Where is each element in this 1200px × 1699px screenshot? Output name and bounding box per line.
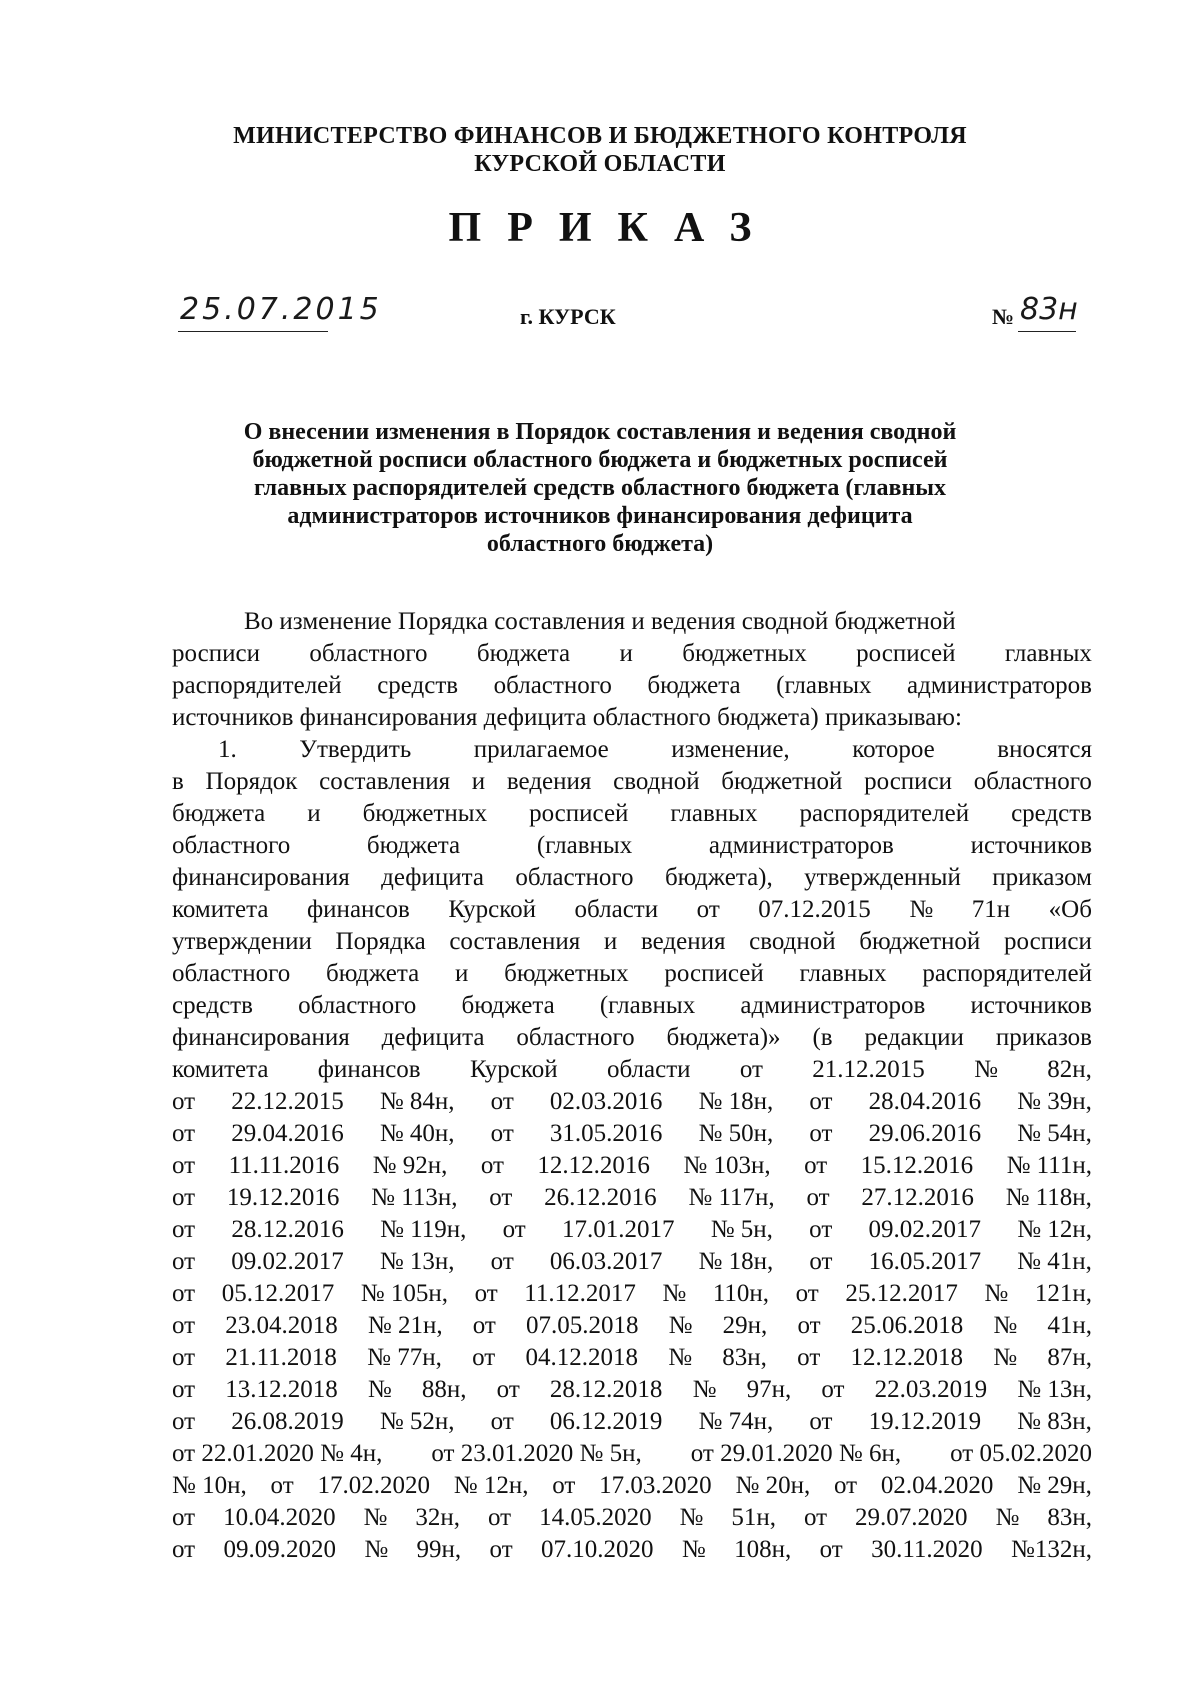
body-word: № 52н, bbox=[379, 1408, 455, 1435]
body-word: № 21н, bbox=[367, 1312, 443, 1339]
body-word: областного bbox=[493, 672, 612, 699]
body-word: областного bbox=[172, 960, 291, 987]
body-word: от bbox=[172, 1344, 196, 1371]
body-word: 28.12.2016 bbox=[231, 1216, 344, 1243]
body-word: утверждении bbox=[172, 928, 312, 955]
body-word: изменение, bbox=[671, 736, 790, 763]
body-word: росписи bbox=[1003, 928, 1092, 955]
body-line bbox=[172, 638, 1092, 670]
body-word: 07.12.2015 bbox=[758, 896, 871, 923]
body-word: редакции bbox=[864, 1024, 964, 1051]
body-line bbox=[172, 1214, 1092, 1246]
body-word: финансов bbox=[306, 896, 410, 923]
body-word: прилагаемое bbox=[473, 736, 609, 763]
body-word: № 13н, bbox=[379, 1248, 455, 1275]
body-line bbox=[172, 926, 1092, 958]
city-label: г. КУРСК bbox=[520, 304, 616, 329]
body-word: финансирования bbox=[172, 1024, 350, 1051]
order-title: ПРИКАЗ bbox=[448, 205, 778, 251]
body-word: 29.06.2016 bbox=[868, 1120, 982, 1147]
body-word: составления bbox=[319, 768, 451, 795]
body-word: № 119н, bbox=[380, 1216, 467, 1243]
body-word: от bbox=[472, 1312, 496, 1339]
body-word: от 29.01.2020 № 6н, bbox=[690, 1440, 902, 1467]
body-word: от bbox=[809, 1248, 833, 1275]
body-word: №132н, bbox=[1011, 1536, 1092, 1563]
body-word: 29.07.2020 bbox=[855, 1504, 968, 1531]
body-word: от bbox=[806, 1184, 830, 1211]
body-word: ведения bbox=[506, 768, 592, 795]
body-word: 10.04.2020 bbox=[223, 1504, 336, 1531]
ministry-line-1: МИНИСТЕРСТВО ФИНАНСОВ И БЮДЖЕТНОГО КОНТРОЛЯ bbox=[233, 123, 967, 149]
body-word: № 113н, bbox=[371, 1184, 458, 1211]
date-underline bbox=[178, 331, 328, 332]
body-word: 17.02.2020 bbox=[317, 1472, 430, 1499]
body-word: Порядок bbox=[205, 768, 298, 795]
body-word: от bbox=[474, 1280, 498, 1307]
body-word: вносятся bbox=[997, 736, 1092, 763]
body-word: от bbox=[834, 1472, 858, 1499]
body-word: 09.02.2017 bbox=[868, 1216, 982, 1243]
body-word: средств bbox=[172, 992, 253, 1019]
body-word: № 50н, bbox=[698, 1120, 774, 1147]
body-word: финансов bbox=[317, 1056, 421, 1083]
body-word: (в bbox=[812, 1024, 833, 1051]
subject-line: О внесении изменения в Порядок составления и ведения сводной bbox=[243, 419, 957, 445]
body-word: (главных bbox=[776, 672, 872, 699]
body-word: 12.12.2018 bbox=[850, 1344, 964, 1371]
body-word: № 18н, bbox=[698, 1088, 774, 1115]
body-word: от bbox=[490, 1408, 514, 1435]
body-word: 17.03.2020 bbox=[599, 1472, 712, 1499]
body-word: от 22.01.2020 № 4н, bbox=[172, 1440, 383, 1467]
body-word: от bbox=[172, 1152, 196, 1179]
body-line bbox=[172, 1406, 1092, 1438]
body-word: сводной bbox=[613, 768, 700, 795]
ministry-header bbox=[150, 122, 1050, 178]
subject-line: бюджетной росписи областного бюджета и бюджетных росписей bbox=[252, 447, 948, 473]
body-line bbox=[172, 1502, 1092, 1534]
body-line bbox=[172, 1278, 1092, 1310]
body-word: приказом bbox=[992, 864, 1092, 891]
body-word: 99н, bbox=[416, 1536, 462, 1563]
body-word: № 40н, bbox=[379, 1120, 455, 1147]
order-number-label: № bbox=[992, 304, 1015, 329]
body-word: № bbox=[364, 1536, 389, 1563]
body-word: от bbox=[172, 1248, 196, 1275]
body-word: от bbox=[172, 1184, 196, 1211]
subject-line: областного бюджета) bbox=[486, 531, 714, 557]
body-word: 83н, bbox=[1047, 1504, 1092, 1531]
body-line bbox=[172, 734, 1092, 766]
body-word: средств bbox=[1011, 800, 1092, 827]
body-word: 26.08.2019 bbox=[231, 1408, 344, 1435]
body-word: от bbox=[809, 1088, 833, 1115]
body-line bbox=[172, 1534, 1092, 1566]
body-word: источников bbox=[970, 832, 1092, 859]
body-word: бюджета bbox=[172, 800, 266, 827]
body-word: от bbox=[803, 1504, 828, 1531]
body-word: 14.05.2020 bbox=[539, 1504, 652, 1531]
body-line bbox=[172, 1470, 1092, 1502]
body-line bbox=[172, 702, 1092, 734]
body-line bbox=[172, 1022, 1092, 1054]
body-word: 07.05.2018 bbox=[526, 1312, 639, 1339]
body-line bbox=[172, 1086, 1092, 1118]
body-line bbox=[172, 958, 1092, 990]
body-word: 29н, bbox=[722, 1312, 768, 1339]
subject-line: администраторов источников финансирования дефицита bbox=[287, 503, 913, 529]
body-word: от bbox=[739, 1056, 763, 1083]
body-word: 1. bbox=[218, 736, 237, 763]
handwritten-date: 25.07.2015 bbox=[180, 292, 382, 327]
body-word: приказов bbox=[995, 1024, 1092, 1051]
body-word: 07.10.2020 bbox=[541, 1536, 654, 1563]
body-word: (главных bbox=[599, 992, 696, 1019]
body-word: от bbox=[172, 1408, 196, 1435]
body-word: 29.04.2016 bbox=[231, 1120, 344, 1147]
body-word: 21.11.2018 bbox=[225, 1344, 337, 1371]
body-line bbox=[172, 990, 1092, 1022]
body-line bbox=[172, 1342, 1092, 1374]
body-word: бюджетных bbox=[362, 800, 488, 827]
body-word: от bbox=[172, 1280, 196, 1307]
body-word: главных bbox=[670, 800, 758, 827]
body-word: 19.12.2019 bbox=[868, 1408, 982, 1435]
body-word: № 92н, bbox=[372, 1152, 448, 1179]
body-word: 05.12.2017 bbox=[221, 1280, 335, 1307]
body-word: 02.03.2016 bbox=[549, 1088, 663, 1115]
body-word: 11.12.2017 bbox=[524, 1280, 636, 1307]
body-line bbox=[172, 894, 1092, 926]
body-word: от bbox=[172, 1088, 196, 1115]
body-word: № 84н, bbox=[379, 1088, 455, 1115]
body-word: № 117н, bbox=[688, 1184, 775, 1211]
body-word: от bbox=[809, 1120, 833, 1147]
body-word: бюджета bbox=[325, 960, 420, 987]
body-word: Во изменение Порядка составления и ведения сводной бюджетной bbox=[244, 608, 956, 635]
body-word: № bbox=[984, 1280, 1009, 1307]
body-word: от bbox=[804, 1152, 828, 1179]
body-word: № 77н, bbox=[367, 1344, 442, 1371]
body-word: бюджетной bbox=[859, 928, 981, 955]
body-word: и bbox=[454, 960, 469, 987]
body-word: области bbox=[606, 1056, 691, 1083]
body-word: 26.12.2016 bbox=[544, 1184, 657, 1211]
body-word: № bbox=[668, 1312, 693, 1339]
body-word: областного bbox=[973, 768, 1092, 795]
body-word: 121н, bbox=[1034, 1280, 1092, 1307]
body-word: источников финансирования дефицита областного бюджета) приказываю: bbox=[172, 704, 962, 731]
body-word: и bbox=[619, 640, 633, 667]
body-word: № 103н, bbox=[683, 1152, 771, 1179]
body-word: распорядителей bbox=[922, 960, 1092, 987]
body-word: 04.12.2018 bbox=[525, 1344, 638, 1371]
body-word: № 118н, bbox=[1005, 1184, 1092, 1211]
order-body bbox=[172, 606, 1092, 1566]
body-word: Порядка bbox=[335, 928, 426, 955]
body-word: бюджета bbox=[366, 832, 461, 859]
body-word: № 111н, bbox=[1006, 1152, 1092, 1179]
body-word: № 20н, bbox=[735, 1472, 811, 1499]
body-line bbox=[172, 1054, 1092, 1086]
body-word: 25.12.2017 bbox=[845, 1280, 958, 1307]
body-word: № 83н, bbox=[1017, 1408, 1092, 1435]
body-word: составления bbox=[449, 928, 581, 955]
body-word: 31.05.2016 bbox=[549, 1120, 663, 1147]
body-word: № bbox=[995, 1504, 1020, 1531]
body-word: от bbox=[490, 1088, 514, 1115]
body-word: сводной bbox=[749, 928, 836, 955]
body-word: 28.04.2016 bbox=[868, 1088, 982, 1115]
body-word: № 5н, bbox=[710, 1216, 773, 1243]
number-underline bbox=[1018, 331, 1076, 332]
body-word: № 29н, bbox=[1017, 1472, 1092, 1499]
body-word: № bbox=[668, 1344, 693, 1371]
body-word: областного bbox=[516, 1024, 635, 1051]
body-word: которое bbox=[852, 736, 935, 763]
body-word: бюджетных bbox=[504, 960, 629, 987]
body-word: бюджета bbox=[461, 992, 555, 1019]
body-word: от bbox=[821, 1376, 845, 1403]
body-word: 12.12.2016 bbox=[537, 1152, 650, 1179]
body-word: дефицита bbox=[381, 1024, 485, 1051]
body-line bbox=[172, 1246, 1092, 1278]
body-word: росписей bbox=[529, 800, 629, 827]
body-word: Утвердить bbox=[299, 736, 412, 763]
body-word: финансирования bbox=[172, 864, 350, 891]
body-word: распорядителей bbox=[799, 800, 970, 827]
body-word: от bbox=[809, 1408, 833, 1435]
order-subject bbox=[190, 418, 1010, 558]
body-word: 06.12.2019 bbox=[549, 1408, 663, 1435]
body-word: «Об bbox=[1048, 896, 1092, 923]
body-line bbox=[172, 1310, 1092, 1342]
body-word: № bbox=[363, 1504, 388, 1531]
body-word: 27.12.2016 bbox=[861, 1184, 974, 1211]
body-word: № 39н, bbox=[1017, 1088, 1092, 1115]
body-word: № bbox=[993, 1344, 1018, 1371]
body-word: администраторов bbox=[740, 992, 926, 1019]
body-word: от bbox=[172, 1536, 196, 1563]
body-word: от bbox=[819, 1536, 843, 1563]
body-word: от bbox=[490, 1120, 514, 1147]
body-word: № 105н, bbox=[360, 1280, 448, 1307]
body-word: от bbox=[696, 896, 720, 923]
body-word: от bbox=[472, 1344, 496, 1371]
body-line bbox=[172, 606, 1092, 638]
body-word: 30.11.2020 bbox=[871, 1536, 983, 1563]
body-word: бюджета bbox=[647, 672, 741, 699]
body-word: от bbox=[809, 1216, 833, 1243]
body-word: от bbox=[172, 1120, 196, 1147]
body-word: областного bbox=[309, 640, 428, 667]
body-word: и bbox=[603, 928, 618, 955]
body-word: 09.09.2020 bbox=[223, 1536, 336, 1563]
body-line bbox=[172, 1150, 1092, 1182]
body-word: от bbox=[496, 1376, 520, 1403]
body-word: 02.04.2020 bbox=[880, 1472, 994, 1499]
body-word: главных bbox=[1004, 640, 1092, 667]
body-word: бюджета bbox=[476, 640, 571, 667]
body-word: № bbox=[909, 896, 934, 923]
body-word: от bbox=[489, 1536, 513, 1563]
body-word: 108н, bbox=[734, 1536, 792, 1563]
body-word: 17.01.2017 bbox=[561, 1216, 675, 1243]
body-word: 21.12.2015 bbox=[812, 1056, 925, 1083]
body-word: от bbox=[797, 1312, 821, 1339]
body-word: 83н, bbox=[722, 1344, 767, 1371]
body-word: комитета bbox=[172, 896, 269, 923]
body-word: от 23.01.2020 № 5н, bbox=[431, 1440, 642, 1467]
body-word: бюджетных bbox=[682, 640, 807, 667]
body-word: № bbox=[662, 1280, 687, 1307]
body-word: 11.11.2016 bbox=[228, 1152, 340, 1179]
body-word: областного bbox=[298, 992, 417, 1019]
body-word: росписи bbox=[864, 768, 953, 795]
body-word: 25.06.2018 bbox=[850, 1312, 964, 1339]
body-word: 32н, bbox=[415, 1504, 461, 1531]
body-word: 16.05.2017 bbox=[868, 1248, 982, 1275]
body-word: бюджета), bbox=[664, 864, 773, 891]
body-word: Курской bbox=[469, 1056, 558, 1083]
body-word: дефицита bbox=[381, 864, 484, 891]
body-word: 13.12.2018 bbox=[225, 1376, 338, 1403]
body-word: от bbox=[172, 1312, 196, 1339]
body-word: от bbox=[795, 1280, 819, 1307]
body-word: комитета bbox=[172, 1056, 269, 1083]
body-word: главных bbox=[799, 960, 887, 987]
body-word: росписи bbox=[172, 640, 260, 667]
body-word: 41н, bbox=[1047, 1312, 1092, 1339]
body-word: № 12н, bbox=[453, 1472, 529, 1499]
body-word: и bbox=[307, 800, 321, 827]
body-word: 82н, bbox=[1047, 1056, 1092, 1083]
body-word: № 13н, bbox=[1017, 1376, 1092, 1403]
ministry-line-2: КУРСКОЙ ОБЛАСТИ bbox=[474, 151, 726, 177]
body-word: областного bbox=[172, 832, 291, 859]
body-word: от bbox=[502, 1216, 526, 1243]
body-line bbox=[172, 798, 1092, 830]
body-word: утвержденный bbox=[804, 864, 961, 891]
body-word: 22.03.2019 bbox=[874, 1376, 988, 1403]
body-word: от bbox=[172, 1216, 196, 1243]
body-word: № bbox=[679, 1504, 704, 1531]
body-line bbox=[172, 862, 1092, 894]
body-word: 09.02.2017 bbox=[231, 1248, 344, 1275]
body-word: № 41н, bbox=[1017, 1248, 1092, 1275]
body-word: в bbox=[172, 768, 184, 795]
body-word: 19.12.2016 bbox=[226, 1184, 340, 1211]
body-word: № bbox=[993, 1312, 1018, 1339]
body-word: от bbox=[480, 1152, 504, 1179]
body-word: от bbox=[490, 1248, 514, 1275]
body-word: от bbox=[172, 1504, 196, 1531]
body-word: № 12н, bbox=[1017, 1216, 1092, 1243]
body-word: средств bbox=[377, 672, 459, 699]
body-word: администраторов bbox=[708, 832, 894, 859]
body-line bbox=[172, 1118, 1092, 1150]
body-word: 110н, bbox=[712, 1280, 770, 1307]
body-word: 87н, bbox=[1047, 1344, 1092, 1371]
body-line bbox=[172, 1374, 1092, 1406]
body-word: № 10н, bbox=[172, 1472, 247, 1499]
subject-line: главных распорядителей средств областного бюджета (главных bbox=[253, 475, 947, 501]
body-word: № 18н, bbox=[698, 1248, 774, 1275]
body-word: № bbox=[367, 1376, 392, 1403]
handwritten-order-number: 83н bbox=[1020, 292, 1078, 327]
body-word: 88н, bbox=[421, 1376, 467, 1403]
body-word: 22.12.2015 bbox=[231, 1088, 344, 1115]
body-word: от bbox=[270, 1472, 294, 1499]
body-word: области bbox=[574, 896, 659, 923]
body-word: от bbox=[172, 1376, 196, 1403]
body-word: бюджета)» bbox=[666, 1024, 781, 1051]
body-word: 15.12.2016 bbox=[860, 1152, 974, 1179]
body-word: от bbox=[552, 1472, 576, 1499]
body-line bbox=[172, 1182, 1092, 1214]
body-word: № bbox=[681, 1536, 706, 1563]
body-word: областного bbox=[515, 864, 634, 891]
body-word: от 05.02.2020 bbox=[950, 1440, 1092, 1467]
body-word: источников bbox=[970, 992, 1092, 1019]
body-word: Курской bbox=[448, 896, 537, 923]
body-line bbox=[172, 1438, 1092, 1470]
body-word: № 54н, bbox=[1017, 1120, 1092, 1147]
body-word: 71н bbox=[971, 896, 1011, 923]
body-word: распорядителей bbox=[172, 672, 342, 699]
body-word: 28.12.2018 bbox=[549, 1376, 663, 1403]
body-word: № bbox=[692, 1376, 717, 1403]
body-word: (главных bbox=[536, 832, 633, 859]
body-word: росписей bbox=[856, 640, 956, 667]
body-word: и bbox=[471, 768, 486, 795]
body-word: ведения bbox=[640, 928, 726, 955]
body-word: 97н, bbox=[746, 1376, 792, 1403]
body-line bbox=[172, 670, 1092, 702]
body-word: администраторов bbox=[907, 672, 1092, 699]
body-word: от bbox=[797, 1344, 821, 1371]
body-word: 51н, bbox=[731, 1504, 776, 1531]
body-word: росписей bbox=[664, 960, 764, 987]
body-word: 06.03.2017 bbox=[549, 1248, 663, 1275]
body-word: № 74н, bbox=[698, 1408, 774, 1435]
body-line bbox=[172, 830, 1092, 862]
body-word: бюджетной bbox=[721, 768, 843, 795]
body-word: № bbox=[974, 1056, 998, 1083]
body-line bbox=[172, 766, 1092, 798]
body-word: 23.04.2018 bbox=[225, 1312, 338, 1339]
body-word: от bbox=[489, 1184, 513, 1211]
body-word: от bbox=[487, 1504, 512, 1531]
